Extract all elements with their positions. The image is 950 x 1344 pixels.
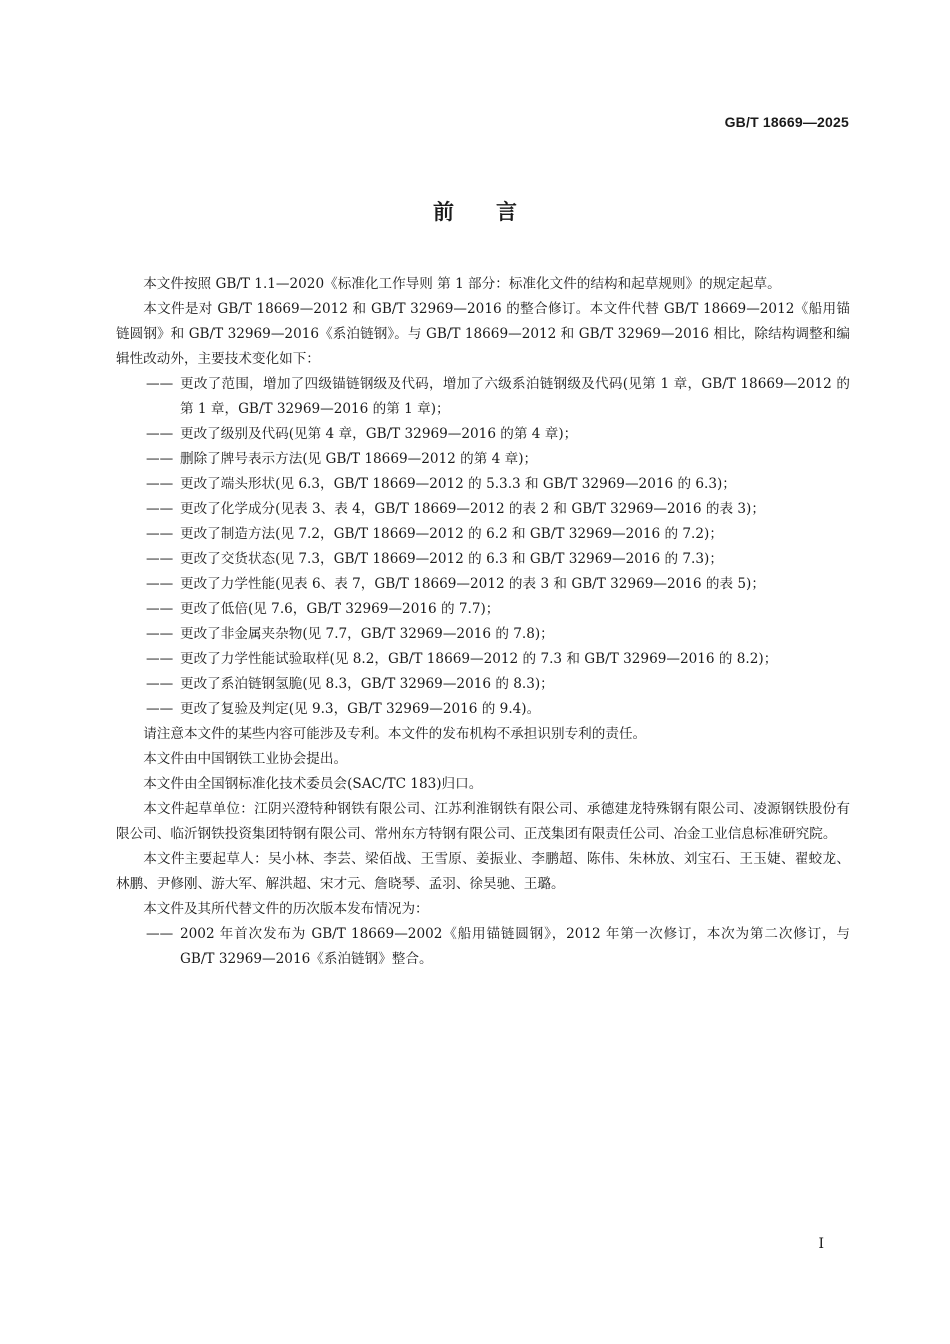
page-number: I	[818, 1236, 824, 1252]
list-item-text: 更改了复验及判定(见 9.3，GB/T 32969—2016 的 9.4)。	[180, 701, 541, 717]
list-item-text: 更改了力学性能(见表 6、表 7，GB/T 18669—2012 的表 3 和 GB/T 32969—2016 的表 5)；	[180, 576, 765, 592]
list-item-text: 更改了系泊链钢氢脆(见 8.3，GB/T 32969—2016 的 8.3)；	[180, 676, 554, 692]
list-dash: ——	[146, 926, 174, 942]
list-dash: ——	[146, 501, 174, 517]
list-item-text: 更改了交货状态(见 7.3，GB/T 18669—2012 的 6.3 和 GB/T 32969—2016 的 7.3)；	[180, 551, 723, 567]
list-item	[116, 547, 850, 572]
list-item	[116, 572, 850, 597]
list-item	[116, 447, 850, 472]
list-item	[116, 622, 850, 647]
list-item-text: 更改了化学成分(见表 3、表 4，GB/T 18669—2012 的表 2 和 GB/T 32969—2016 的表 3)；	[180, 501, 765, 517]
list-item-text: 更改了非金属夹杂物(见 7.7，GB/T 32969—2016 的 7.8)；	[180, 626, 554, 642]
list-item	[116, 597, 850, 622]
list-item	[116, 497, 850, 522]
list-dash: ——	[146, 651, 174, 667]
list-dash: ——	[146, 701, 174, 717]
list-item	[116, 647, 850, 672]
list-item-text: 更改了制造方法(见 7.2，GB/T 18669—2012 的 6.2 和 GB/T 32969—2016 的 7.2)；	[180, 526, 723, 542]
list-item	[116, 922, 850, 972]
paragraph-proposer: 本文件由中国钢铁工业协会提出。	[143, 751, 348, 767]
list-dash: ——	[146, 676, 174, 692]
paragraph-version-history: 本文件及其所代替文件的历次版本发布情况为：	[143, 901, 429, 917]
paragraph-drafters: 本文件主要起草人：吴小林、李芸、梁佰战、王雪原、姜振业、李鹏超、陈伟、朱林放、刘宝石、王玉婕、翟蛟龙、林鹏、尹修刚、游大军、解洪超、宋才元、詹晓琴、孟羽、徐昊驰、王璐。	[116, 851, 850, 892]
list-item-text: 更改了范围，增加了四级锚链钢级及代码，增加了六级系泊链钢级及代码(见第 1 章，GB/T 18669—2012 的第 1 章，GB/T 32969—2016 的第 1 章)；	[180, 376, 850, 417]
list-item	[116, 372, 850, 422]
list-dash: ——	[146, 476, 174, 492]
list-dash: ——	[146, 376, 174, 392]
list-item	[116, 672, 850, 697]
paragraph-patent-notice: 请注意本文件的某些内容可能涉及专利。本文件的发布机构不承担识别专利的责任。	[143, 726, 647, 742]
paragraph-revision-summary: 本文件是对 GB/T 18669—2012 和 GB/T 32969—2016 的整合修订。本文件代替 GB/T 18669—2012《船用锚链圆钢》和 GB/T 32969—2016《系泊链钢》。与 GB/T 18669—2012 和 GB/T 32969—2016 相比，除结构调整和编辑性改动外，主要技术变化如下：	[116, 301, 850, 367]
list-dash: ——	[146, 426, 174, 442]
list-dash: ——	[146, 451, 174, 467]
page-title	[0, 196, 950, 226]
list-dash: ——	[146, 626, 174, 642]
list-item-text: 更改了力学性能试验取样(见 8.2，GB/T 18669—2012 的 7.3 和 GB/T 32969—2016 的 8.2)；	[180, 651, 778, 667]
list-dash: ——	[146, 601, 174, 617]
list-dash: ——	[146, 576, 174, 592]
list-item	[116, 472, 850, 497]
list-item-text: 更改了级别及代码(见第 4 章，GB/T 32969—2016 的第 4 章)；	[180, 426, 578, 442]
history-list	[116, 922, 850, 972]
list-item-text: 删除了牌号表示方法(见 GB/T 18669—2012 的第 4 章)；	[180, 451, 538, 467]
title-char-2: 言	[496, 200, 517, 224]
paragraph-committee: 本文件由全国钢标准化技术委员会(SAC/TC 183)归口。	[143, 776, 483, 792]
foreword-body	[116, 272, 850, 972]
list-item	[116, 422, 850, 447]
list-item-text: 更改了低倍(见 7.6，GB/T 32969—2016 的 7.7)；	[180, 601, 500, 617]
paragraph-drafting-rules: 本文件按照 GB/T 1.1—2020《标准化工作导则 第 1 部分：标准化文件的结构和起草规则》的规定起草。	[143, 276, 781, 292]
standard-code: GB/T 18669—2025	[724, 114, 849, 130]
list-item-text: 更改了端头形状(见 6.3，GB/T 18669—2012 的 5.3.3 和 GB/T 32969—2016 的 6.3)；	[180, 476, 736, 492]
list-item-text: 2002 年首次发布为 GB/T 18669—2002《船用锚链圆钢》，2012 年第一次修订，本次为第二次修订，与 GB/T 32969—2016《系泊链钢》整合。	[180, 926, 850, 967]
list-dash: ——	[146, 526, 174, 542]
technical-changes-list	[116, 372, 850, 722]
list-dash: ——	[146, 551, 174, 567]
list-item	[116, 697, 850, 722]
title-char-1: 前	[433, 200, 454, 224]
list-item	[116, 522, 850, 547]
paragraph-drafting-units: 本文件起草单位：江阴兴澄特种钢铁有限公司、江苏利淮钢铁有限公司、承德建龙特殊钢有限公司、凌源钢铁股份有限公司、临沂钢铁投资集团特钢有限公司、常州东方特钢有限公司、正茂集团有限责任公司、冶金工业信息标准研究院。	[116, 801, 850, 842]
